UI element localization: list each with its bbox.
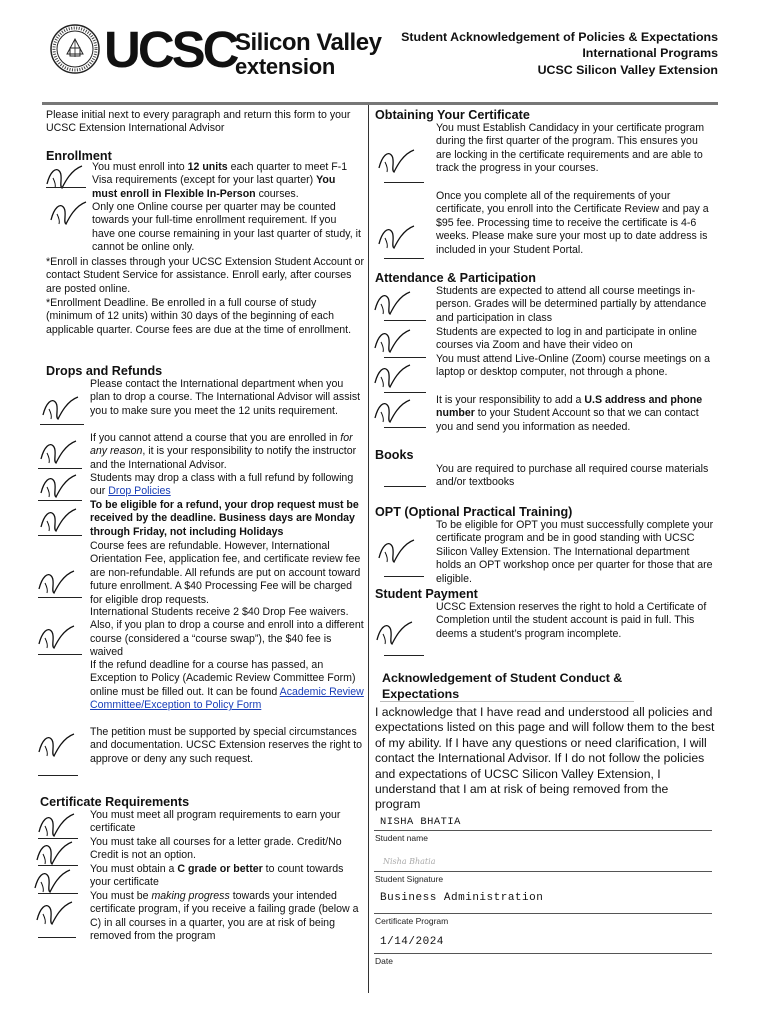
title-line-1: Student Acknowledgement of Policies & Expectations [401, 30, 718, 44]
drops-paragraph-4: To be eligible for a refund, your drop request must be received by the deadline. Business days are Monday through Friday, not including Holidays [90, 499, 359, 538]
attendance-paragraph-4: It is your responsibility to add a U.S address and phone number to your Student Account so that we can contact you and send you information as needed. [436, 394, 703, 433]
initial-line [384, 357, 426, 358]
drops-paragraph-7: If the refund deadline for a course has passed, an Exception to Policy (Academic Review Committee Form) online must be filled out. It can be found Academic Review Committee/Exception to Policy Form [90, 659, 364, 712]
enrollment-paragraph-2: Only one Online course per quarter may be counted towards your full-time enrollment requirement. If you have one course remaining in your last quarter of study, it cannot be online only. [92, 201, 361, 254]
initial-mark[interactable] [372, 288, 416, 318]
initial-mark[interactable] [372, 326, 416, 356]
obtaining-paragraph-1: You must Establish Candidacy in your certificate program during the first quarter of the program. This ensures you are locking in the certificate requirements and are able to track the progress in your courses. [436, 122, 705, 175]
initial-mark[interactable] [34, 898, 78, 928]
date-label: Date [375, 956, 393, 966]
drops-paragraph-3: Students may drop a class with a full refund by following our Drop Policies [90, 472, 354, 498]
initial-line [384, 576, 424, 577]
initial-line [38, 937, 76, 938]
initial-mark[interactable] [372, 396, 416, 426]
initial-line [384, 258, 424, 259]
obtaining-paragraph-2: Once you complete all of the requirements of your certificate, you enroll into the Certificate Review and pay a $95 fee. Processing time to receive the certificate is 4-6 weeks. Please make sure your most up to date address is included in your Student Portal. [436, 190, 709, 256]
certificate-program-label: Certificate Program [375, 916, 449, 926]
initial-line [38, 535, 82, 536]
initial-mark[interactable] [36, 730, 80, 760]
obtaining-certificate-heading: Obtaining Your Certificate [375, 108, 530, 122]
intro-text: Please initial next to every paragraph and return this form to your UCSC Extension International Advisor [46, 109, 351, 135]
acknowledgement-heading: Acknowledgement of Student Conduct & Expectations [382, 671, 623, 701]
initial-line [38, 500, 82, 501]
drops-paragraph-8: The petition must be supported by special circumstances and documentation. UCSC Extension reserves the right to approve or deny any such request. [90, 726, 363, 765]
date-value[interactable]: 1/14/2024 [380, 936, 444, 948]
student-name-label: Student name [375, 833, 428, 843]
seal-icon [50, 24, 100, 74]
title-line-3: UCSC Silicon Valley Extension [537, 62, 718, 77]
initial-line [384, 392, 426, 393]
initial-mark[interactable] [48, 198, 92, 228]
initial-line [384, 182, 424, 183]
certreq-paragraph-2: You must take all courses for a letter grade. Credit/No Credit is not an option. [90, 836, 342, 862]
student-signature-label: Student Signature [375, 874, 444, 884]
initial-mark[interactable] [38, 505, 82, 535]
initial-line [384, 427, 426, 428]
student-name-value[interactable]: NISHA BHATIA [380, 816, 461, 828]
logo-extension: extension [235, 54, 335, 79]
attendance-heading: Attendance & Participation [375, 271, 536, 285]
logo-ucsc: UCSC [104, 21, 237, 78]
drops-paragraph-6: International Students receive 2 $40 Drop Fee waivers. Also, if you plan to drop a course and enroll into a different course (considered a “course swap”), the $40 fee is waived [90, 606, 364, 659]
certificate-requirements-heading: Certificate Requirements [40, 795, 190, 809]
student-name-line [374, 830, 712, 831]
initial-mark[interactable] [40, 393, 84, 423]
initial-mark[interactable] [32, 866, 76, 896]
opt-heading: OPT (Optional Practical Training) [375, 505, 573, 519]
certreq-paragraph-1: You must meet all program requirements to earn your certificate [90, 809, 341, 835]
ucsc-seal [50, 24, 100, 74]
title-line-2: International Programs [582, 46, 718, 61]
acknowledgement-body: I acknowledge that I have read and understood all policies and expectations listed on this page and will follow them to the best of my ability. If I have any questions or need clarification, I will contact the International Advisor. If I do not follow the policies and expectations of UCSC Silicon Valley Extension, I understand that I am at risk of being removed from the program [375, 705, 715, 812]
date-line [374, 953, 712, 954]
column-divider [368, 105, 369, 993]
document-title [401, 29, 718, 78]
drops-heading: Drops and Refunds [46, 364, 163, 378]
initial-line [384, 320, 426, 321]
initial-line [40, 424, 84, 425]
initial-line [38, 775, 78, 776]
header-divider [42, 102, 718, 105]
initial-line [384, 486, 426, 487]
student-payment-heading: Student Payment [375, 587, 478, 601]
initial-line [38, 468, 82, 469]
attendance-paragraph-1: Students are expected to attend all course meetings in-person. Grades will be determined partially by attendance and participation in class [436, 285, 707, 324]
initial-mark[interactable] [38, 437, 82, 467]
payment-paragraph-1: UCSC Extension reserves the right to hold a Certificate of Completion until the student account is paid in full. This deems a student’s program incomplete. [436, 601, 707, 640]
drops-paragraph-5: Course fees are refundable. However, International Orientation Fee, application fee, and certificate review fee are non-refundable. All refunds are put on account toward future enrollment. A $40 Processing Fee will be charged for eligible drop requests. [90, 540, 361, 606]
drops-paragraph-1: Please contact the International department when you plan to drop a course. The International Advisor will assist you to make sure you meet the 12 units requirement. [90, 378, 361, 417]
attendance-paragraph-2: Students are expected to log in and participate in online courses via Zoom and have their video on [436, 326, 697, 352]
student-signature-value[interactable]: Nisha Bhatia [383, 857, 436, 866]
attendance-paragraph-3: You must attend Live-Online (Zoom) course meetings on a laptop or desktop computer, not through a phone. [436, 353, 711, 379]
initial-mark[interactable] [374, 618, 418, 648]
initial-mark[interactable] [372, 361, 416, 391]
opt-paragraph-1: To be eligible for OPT you must successfully complete your certificate program and be in good standing with UCSC Silicon Valley Extension. The International department holds an OPT workshop once per quarter for those that are eligible. [436, 519, 714, 585]
certificate-program-line [374, 913, 712, 914]
initial-mark[interactable] [376, 536, 420, 566]
initial-line [384, 655, 424, 656]
initial-mark[interactable] [38, 471, 82, 501]
initial-line [38, 893, 78, 894]
books-heading: Books [375, 448, 414, 462]
student-signature-line [374, 871, 712, 872]
initial-line [46, 187, 86, 188]
drops-paragraph-2: If you cannot attend a course that you are enrolled in for any reason, it is your responsibility to notify the instructor and the International Advisor. [90, 432, 357, 471]
enrollment-paragraph-1: You must enroll into 12 units each quarter to meet F-1 Visa requirements (except for your last quarter) You must enroll in Flexible In-Person courses. [92, 161, 348, 200]
initial-mark[interactable] [36, 810, 80, 840]
enrollment-note-1: *Enroll in classes through your UCSC Extension Student Account or contact Student Service for assistance. Enroll early, after courses are posted online. [46, 256, 364, 295]
certificate-program-value[interactable]: Business Administration [380, 892, 544, 904]
certreq-paragraph-3: You must obtain a C grade or better to count towards your certificate [90, 863, 344, 889]
initial-mark[interactable] [36, 567, 80, 597]
enrollment-heading: Enrollment [46, 149, 112, 163]
initial-mark[interactable] [34, 838, 78, 868]
logo-silicon-valley: Silicon Valley [235, 29, 382, 56]
acknowledgement-underline [380, 701, 634, 702]
initial-line [38, 654, 82, 655]
initial-line [38, 597, 82, 598]
exception-policy-form-link[interactable]: Academic Review Committee/Exception to Policy Form [90, 685, 364, 712]
initial-mark[interactable] [376, 222, 420, 252]
drop-policies-link[interactable]: Drop Policies [108, 485, 171, 498]
certreq-paragraph-4: You must be making progress towards your intended certificate program, if you receive a failing grade (below a C) in all courses in a quarter, you are at risk of being removed from the program [90, 890, 359, 943]
initial-mark[interactable] [376, 146, 420, 176]
enrollment-note-2: *Enrollment Deadline. Be enrolled in a full course of study (minimum of 12 units) within 30 days of the beginning of each applicable quarter. Course fees are due at the time of enrollment. [46, 297, 352, 336]
books-paragraph-1: You are required to purchase all required course materials and/or textbooks [436, 463, 709, 489]
initial-mark[interactable] [36, 622, 80, 652]
